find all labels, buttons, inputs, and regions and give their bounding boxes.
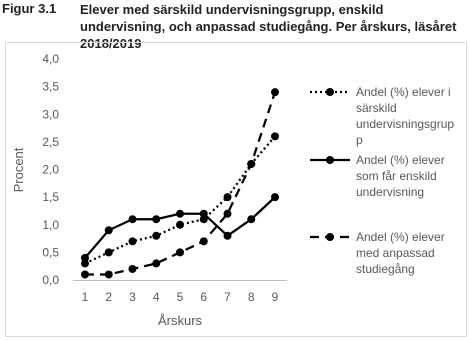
x-axis-title: Årskurs [157,313,203,328]
data-point-series-1 [152,232,160,240]
y-tick-label: 2,5 [42,134,59,149]
data-point-series-3 [271,88,279,96]
legend-label-2: undervisning [356,185,425,199]
series-line-1 [85,136,275,263]
legend-label-1: undervisningsgrup [356,117,455,131]
data-point-series-1 [224,193,232,201]
data-point-series-3 [224,210,232,218]
series-line-3 [85,92,275,274]
legend-label-2: Andel (%) elever [356,153,445,167]
legend-label-2: som får enskild [356,169,437,183]
y-tick-label: 4,0 [42,52,59,66]
data-point-series-2 [152,215,160,223]
legend-label-1: Andel (%) elever i [356,85,451,99]
figure-label: Figur 3.1 [2,1,57,16]
data-point-series-3 [152,259,160,267]
legend-label-3: Andel (%) elever [356,230,445,244]
y-tick-label: 3,0 [42,107,59,122]
data-point-series-3 [176,248,184,256]
x-tick-label: 9 [271,290,279,304]
data-point-series-3 [105,270,113,278]
x-tick-label: 4 [152,290,160,304]
y-tick-label: 1,5 [42,190,59,205]
data-point-series-1 [105,248,113,256]
x-tick-label: 1 [81,290,89,304]
y-axis-title: Procent [11,147,26,193]
y-tick-label: 3,5 [42,79,59,94]
data-point-series-1 [176,221,184,229]
legend-label-1: särskild [356,101,397,115]
data-point-series-3 [247,160,255,168]
y-tick-label: 1,0 [42,217,59,232]
data-point-series-2 [176,210,184,218]
data-point-series-3 [200,237,208,245]
data-point-series-2 [81,254,89,262]
data-point-series-2 [105,226,113,234]
y-tick-label: 2,0 [42,162,59,177]
legend-label-3: med anpassad [356,246,435,260]
legend-label-3: studiegång [356,262,415,276]
legend-marker-2 [326,156,334,164]
data-point-series-1 [271,132,279,140]
x-tick-label: 7 [224,290,231,304]
data-point-series-2 [129,215,137,223]
figure-title: Elever med särskild undervisningsgrupp, enskild undervisning, och anpassad studiegång. Per årskurs, läsåret 2018/2019 [80,2,457,51]
data-point-series-2 [200,210,208,218]
x-tick-label: 2 [105,290,113,304]
data-point-series-2 [247,215,255,223]
x-tick-label: 3 [129,290,136,304]
x-tick-label: 5 [176,290,184,304]
legend-marker-3 [326,233,334,241]
data-point-series-3 [129,265,137,273]
data-point-series-1 [129,237,137,245]
data-point-series-2 [224,232,232,240]
data-point-series-3 [81,270,89,278]
legend-marker-1 [326,88,334,96]
data-point-series-2 [271,193,279,201]
y-tick-label: 0,5 [42,245,59,260]
x-tick-label: 6 [200,290,208,304]
x-tick-label: 8 [247,290,255,304]
y-tick-label: 0,0 [42,273,59,287]
legend-label-1: p [356,133,363,147]
